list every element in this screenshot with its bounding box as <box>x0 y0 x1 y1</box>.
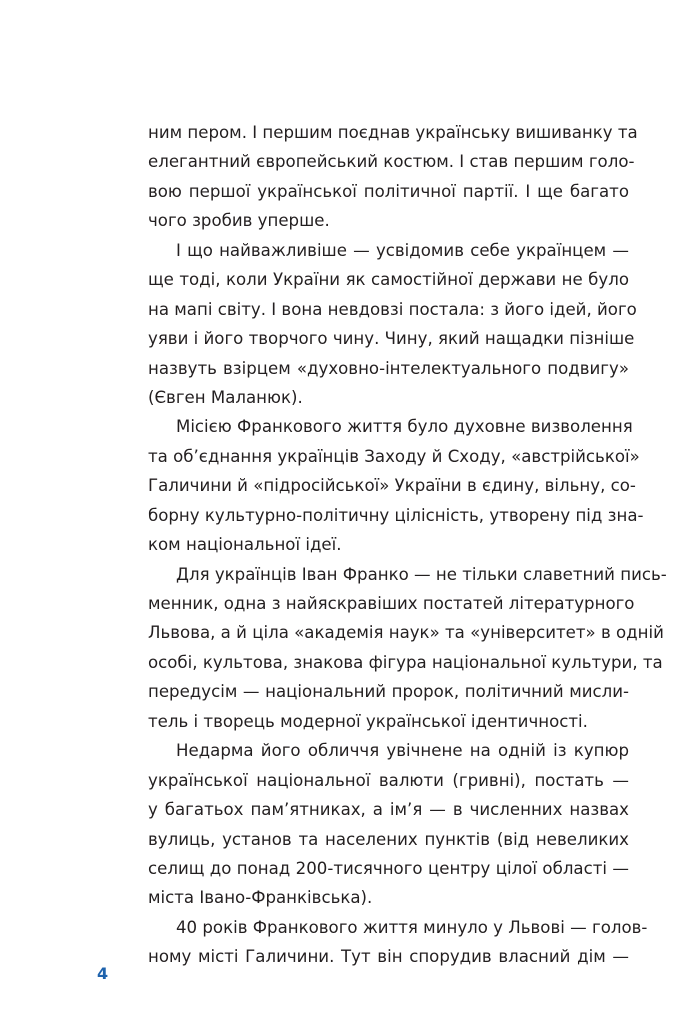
text-line: у багатьох пам’ятниках, а ім’я — в численних назвах <box>148 800 629 820</box>
text-line: Галичини й «підросійської» України в єдину, вільну, со- <box>148 476 636 496</box>
text-line: передусім — національний пророк, політичний мисли- <box>148 682 629 702</box>
text-line: уяви і його творчого чину. Чину, який нащадки пізніше <box>148 329 635 349</box>
text-line: на мапі світу. І вона невдовзі постала: з його ідей, його <box>148 299 637 319</box>
text-line: Місією Франкового життя було духовне визволення <box>176 417 633 437</box>
text-line: Для українців Іван Франко — не тільки славетний пись- <box>176 564 667 584</box>
text-line: селищ до понад 200-тисячного центру цілої області — <box>148 858 629 878</box>
page-number: 4 <box>97 964 109 983</box>
paragraph <box>148 560 667 737</box>
text-line: ком національної ідеї. <box>148 535 342 555</box>
text-line: елегантний європейський костюм. І став першим голо- <box>148 152 635 172</box>
paragraph <box>148 736 629 913</box>
body-text <box>148 118 667 972</box>
text-line: назвуть взірцем «духовно-інтелектуального подвигу» <box>148 358 629 378</box>
text-line: міста Івано-Франківська). <box>148 888 373 908</box>
text-line: 40 років Франкового життя минуло у Львові — голов- <box>176 917 648 937</box>
text-line: вулиць, установ та населених пунктів (від невеликих <box>148 829 629 849</box>
text-line: особі, культова, знакова фігура національної культури, та <box>148 652 663 672</box>
text-line: ним пером. І першим поєднав українську вишиванку та <box>148 123 638 142</box>
text-line: менник, одна з найяскравіших постатей літературного <box>148 594 635 613</box>
paragraph <box>148 118 638 236</box>
text-line: ному місті Галичини. Тут він спорудив власний дім — <box>148 947 629 967</box>
text-line: української національної валюти (гривні), постать — <box>148 770 629 790</box>
paragraph <box>148 412 644 559</box>
text-line: І що найважливіше — усвідомив себе українцем — <box>176 240 629 260</box>
text-line: борну культурно-політичну цілісність, утворену під зна- <box>148 505 644 525</box>
text-line: Недарма його обличчя увічнене на одній із купюр <box>176 741 629 761</box>
text-line: Львова, а й ціла «академія наук» та «університет» в одній <box>148 623 664 643</box>
paragraph <box>148 236 637 413</box>
text-line: чого зробив уперше. <box>148 211 330 231</box>
text-line: та об’єднання українців Заходу й Сходу, «австрійської» <box>148 446 640 466</box>
text-line: (Євген Маланюк). <box>148 387 303 407</box>
text-line: ще тоді, коли України як самостійної держави не було <box>148 270 629 290</box>
text-line: вою першої української політичної партії. І ще багато <box>148 181 629 201</box>
text-line: тель і творець модерної української ідентичності. <box>148 711 588 731</box>
paragraph <box>148 913 648 972</box>
